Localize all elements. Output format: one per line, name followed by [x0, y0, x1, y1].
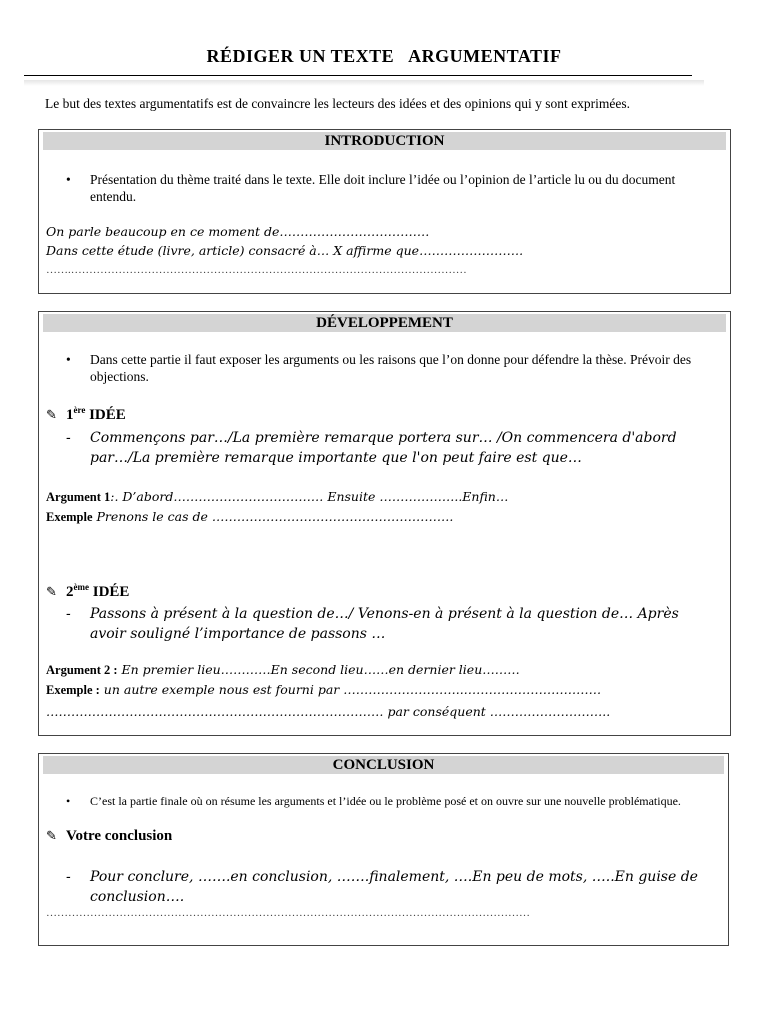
argument-2 — [46, 662, 520, 678]
idea-1-number: 1 — [66, 407, 74, 423]
argument-1 — [46, 489, 508, 505]
conclusion-subheading-label: Votre conclusion — [66, 828, 173, 844]
dash-marker: - — [66, 869, 71, 885]
idea-2-number: 2 — [66, 584, 74, 600]
pencil-icon: ✎ — [46, 828, 57, 843]
title-rule — [24, 75, 692, 76]
idea-2-heading — [46, 582, 129, 601]
idea-1-text: Commençons par…/La première remarque portera sur… /On commencera d'abord par…/La première remarque importante que l'on peut faire est que… — [90, 430, 677, 466]
idea-1-line — [66, 428, 706, 468]
example-1-label: Exemple — [46, 510, 93, 524]
conclusion-subheading — [46, 828, 172, 845]
introduction-line-3: …….……………………………………………………………………………………………… — [46, 264, 467, 276]
conclusion-text: Pour conclure, …….en conclusion, …….finalement, ….En peu de mots, …..En guise de conclusion…. — [90, 869, 698, 905]
example-1-text: Prenons le cas de …………………………………………………. — [92, 509, 454, 524]
idea-2-label: IDÉE — [92, 584, 130, 600]
argument-2-label: Argument 2 : — [46, 663, 118, 677]
introduction-line-2: Dans cette étude (livre, article) consacré à… X affirme que……………………. — [46, 243, 524, 258]
argument-2-text: En premier lieu…………En second lieu……en dernier lieu……… — [117, 662, 520, 677]
idea-2-text: Passons à présent à la question de…/ Venons-en à présent à la question de… Après avoir souligné l’importance de passons … — [90, 606, 679, 642]
idea-1-label: IDÉE — [89, 407, 126, 423]
example-2-text: un autre exemple nous est fourni par ………………………..…………………………… — [99, 682, 602, 697]
example-2-label: Exemple : — [46, 683, 100, 697]
conclusion-line — [66, 867, 706, 907]
conclusion-heading: CONCLUSION — [43, 756, 724, 774]
pencil-icon: ✎ — [46, 584, 57, 599]
dash-marker: - — [66, 606, 71, 622]
introduction-bullet: • Présentation du thème traité dans le texte. Elle doit inclure l’idée ou l’opinion de l’article lu ou du document entendu. — [66, 171, 720, 205]
example-2-continuation: ……………………………………………………………………… par conséquent ……………………….. — [46, 704, 611, 719]
dash-marker: - — [66, 430, 71, 446]
intro-paragraph: Le but des textes argumentatifs est de convaincre les lecteurs des idées et des opinions qui y sont exprimées. — [45, 96, 630, 111]
page-title: RÉDIGER UN TEXTE ARGUMENTATIF — [206, 46, 562, 66]
idea-2-line — [66, 604, 706, 644]
introduction-line-1: On parle beaucoup en ce moment de……………………………… — [46, 224, 430, 239]
developpement-heading: DÉVELOPPEMENT — [43, 314, 726, 332]
pencil-icon: ✎ — [46, 407, 57, 422]
introduction-heading: INTRODUCTION — [43, 132, 726, 150]
idea-1-heading — [46, 405, 126, 424]
argument-1-label: Argument 1 — [46, 490, 111, 504]
developpement-bullet: • Dans cette partie il faut exposer les arguments ou les raisons que l’on donne pour défendre la thèse. Prévoir des objections. — [66, 351, 720, 385]
argument-1-text: :. D’abord……………………………… Ensuite ………………..Enfin… — [110, 489, 509, 504]
conclusion-bullet: • C’est la partie finale où on résume les arguments et l’idée ou le problème posé et on ouvre sur une nouvelle problématique. — [66, 794, 720, 808]
example-2 — [46, 682, 601, 698]
example-1 — [46, 509, 453, 525]
conclusion-dots: …………………………………………………………………………………………………………………… — [46, 907, 530, 919]
idea-2-sup: ème — [73, 582, 89, 592]
idea-1-sup: ère — [73, 405, 86, 415]
title-rule-shadow — [24, 80, 704, 86]
